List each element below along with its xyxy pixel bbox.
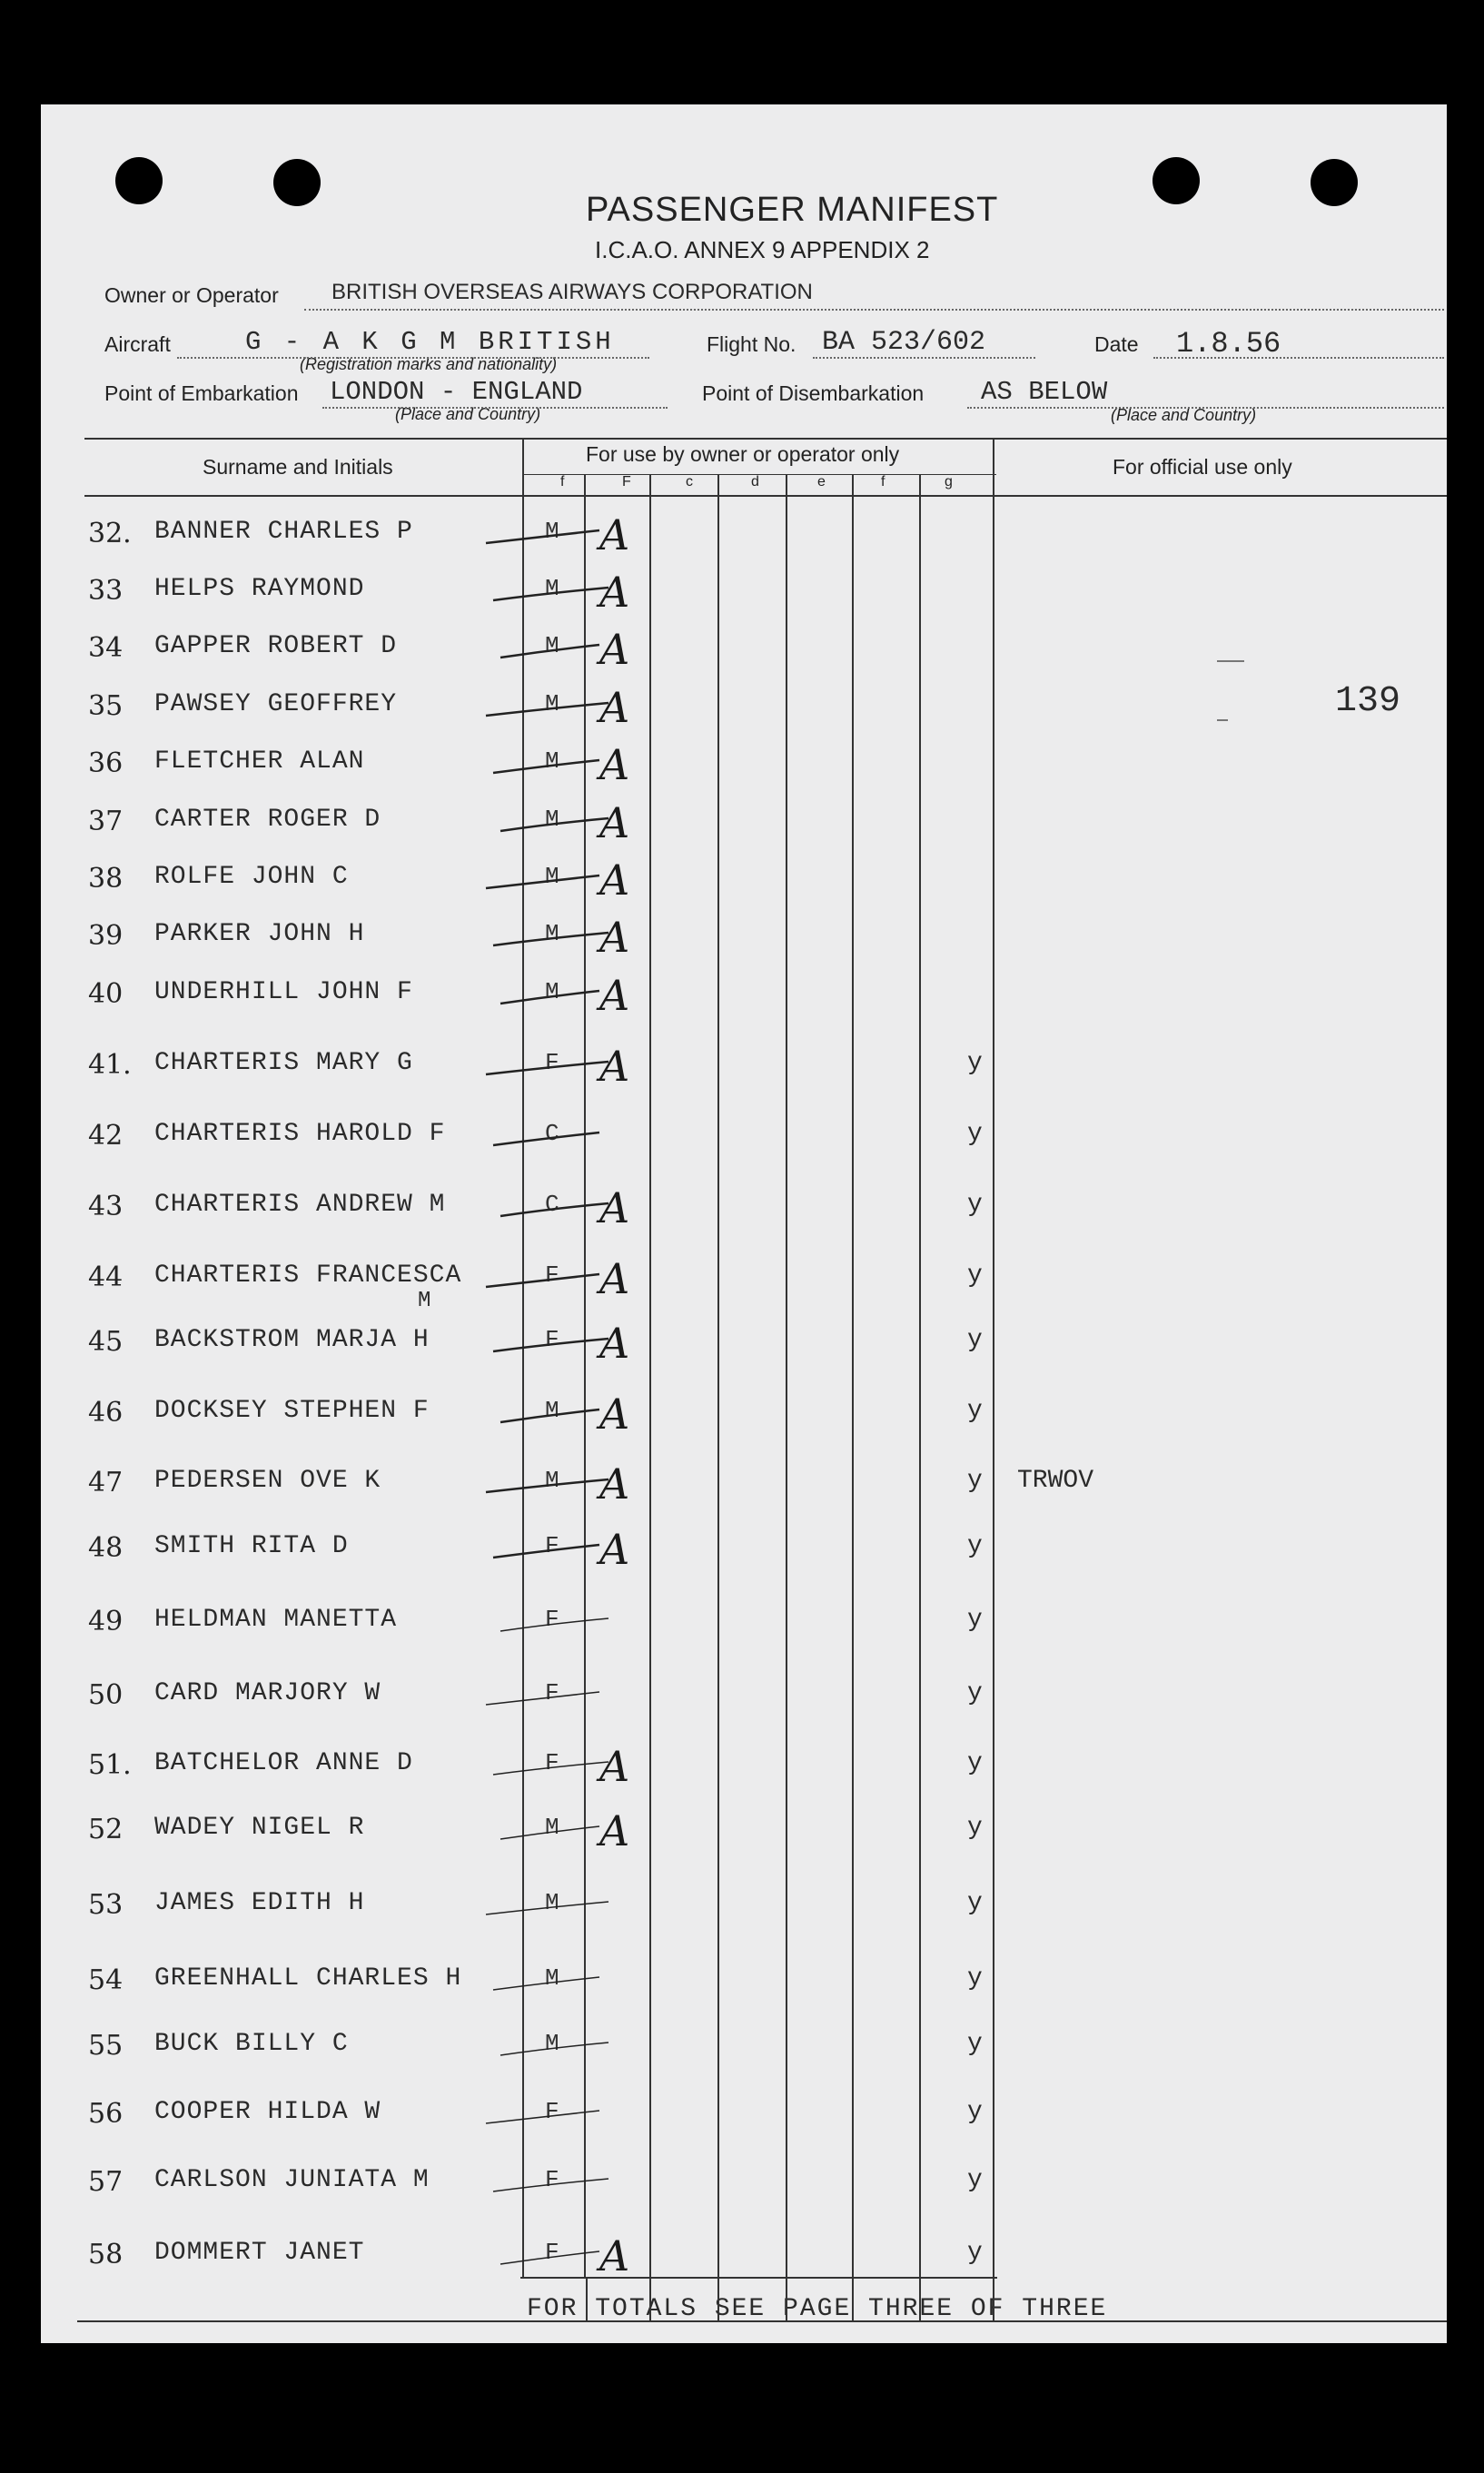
passenger-name: CHARTERIS HAROLD F — [154, 1120, 446, 1148]
flight-value: BA 523/602 — [822, 327, 986, 358]
passenger-number: 46 — [88, 1397, 124, 1429]
passenger-name: PARKER JOHN H — [154, 920, 365, 948]
handwritten-mark: A — [599, 1254, 630, 1303]
passenger-number: 50 — [88, 1679, 124, 1711]
aircraft-value: G - A K G M BRITISH — [245, 327, 615, 357]
column-g-mark: y — [967, 1191, 983, 1219]
passenger-sex: M — [545, 2030, 559, 2057]
flight-label: Flight No. — [707, 332, 796, 356]
column-g-mark: y — [967, 1397, 983, 1425]
passenger-name: SMITH RITA D — [154, 1532, 349, 1560]
passenger-number: 53 — [88, 1889, 124, 1921]
passenger-name-continued: M — [418, 1289, 431, 1313]
pen-stroke — [493, 1977, 599, 1990]
column-g-mark: y — [967, 1326, 983, 1354]
embarkation-value: LONDON - ENGLAND — [330, 377, 583, 407]
passenger-name: GREENHALL CHARLES H — [154, 1964, 462, 1993]
column-g-mark: y — [967, 1964, 983, 1993]
passenger-sex: M — [545, 690, 559, 717]
passenger-sex: M — [545, 632, 559, 659]
passenger-sex: C — [545, 1120, 559, 1147]
passenger-name: BACKSTROM MARJA H — [154, 1326, 430, 1354]
passenger-number: 48 — [88, 1532, 124, 1564]
passenger-name: HELPS RAYMOND — [154, 575, 365, 603]
column-g-mark: y — [967, 1120, 983, 1148]
passenger-name: CHARTERIS FRANCESCA — [154, 1261, 462, 1290]
date-value: 1.8.56 — [1176, 327, 1281, 361]
page-number: 139 — [1335, 681, 1401, 722]
handwritten-mark: A — [599, 1183, 630, 1232]
column-g-mark: y — [967, 1889, 983, 1917]
column-g-mark: y — [967, 1467, 983, 1495]
col-header-official-use: For official use only — [1113, 455, 1292, 479]
pen-stroke — [493, 1133, 599, 1145]
passenger-sex: M — [545, 518, 559, 545]
handwritten-mark: A — [599, 971, 630, 1020]
handwritten-mark: A — [599, 1390, 630, 1439]
passenger-sex: M — [545, 575, 559, 602]
handwritten-mark: A — [599, 1459, 630, 1509]
pen-stroke — [500, 991, 599, 1004]
column-g-mark: y — [967, 1049, 983, 1077]
column-g-mark: y — [967, 2030, 983, 2058]
passenger-number: 42 — [88, 1120, 124, 1152]
pen-stroke — [500, 2043, 608, 2055]
passenger-sex: M — [545, 863, 559, 890]
passenger-sex: M — [545, 1467, 559, 1494]
pen-stroke — [500, 2251, 599, 2264]
passenger-number: 44 — [88, 1261, 124, 1293]
col-header-owner-use: For use by owner or operator only — [586, 442, 900, 466]
passenger-name: BUCK BILLY C — [154, 2030, 349, 2058]
pen-stroke — [486, 1479, 608, 1492]
handwritten-mark: A — [599, 913, 630, 962]
passenger-number: 45 — [88, 1326, 124, 1358]
handwritten-mark: A — [599, 740, 630, 789]
handwritten-mark: A — [599, 1806, 630, 1855]
pen-stroke — [493, 1339, 608, 1351]
passenger-name: CARTER ROGER D — [154, 806, 381, 834]
subcol-f: f — [560, 474, 565, 490]
passenger-name: DOMMERT JANET — [154, 2239, 365, 2267]
passenger-sex: F — [545, 1532, 559, 1559]
passenger-sex: M — [545, 978, 559, 1005]
pen-stroke — [500, 1618, 608, 1631]
handwritten-mark: A — [599, 798, 630, 847]
disembarkation-value: AS BELOW — [981, 377, 1108, 407]
column-g-mark: y — [967, 1749, 983, 1777]
handwritten-mark: A — [599, 856, 630, 905]
pen-stroke — [486, 1062, 608, 1074]
passenger-number: 40 — [88, 978, 124, 1010]
passenger-sex: M — [545, 1814, 559, 1841]
column-g-mark: y — [967, 1532, 983, 1560]
document-title: PASSENGER MANIFEST — [586, 191, 999, 229]
pen-stroke — [500, 1826, 599, 1839]
passenger-sex: M — [545, 1889, 559, 1916]
column-g-mark: y — [967, 1679, 983, 1707]
passenger-name: CARD MARJORY W — [154, 1679, 381, 1707]
passenger-number: 33 — [88, 575, 124, 607]
passenger-sex: F — [545, 1326, 559, 1353]
pen-stroke — [486, 1902, 608, 1914]
subcol-e: e — [817, 474, 826, 490]
pen-stroke — [493, 933, 608, 945]
owner-value: BRITISH OVERSEAS AIRWAYS CORPORATION — [331, 280, 813, 304]
passenger-number: 58 — [88, 2239, 124, 2270]
disembarkation-label: Point of Disembarkation — [702, 381, 925, 405]
passenger-name: BATCHELOR ANNE D — [154, 1749, 413, 1777]
passenger-number: 38 — [88, 863, 124, 895]
handwritten-mark: A — [599, 1319, 630, 1368]
passenger-name: DOCKSEY STEPHEN F — [154, 1397, 430, 1425]
owner-label: Owner or Operator — [104, 283, 279, 307]
column-g-mark: y — [967, 2239, 983, 2267]
pen-stroke — [486, 530, 599, 543]
passenger-name: UNDERHILL JOHN F — [154, 978, 413, 1006]
embarkation-label: Point of Embarkation — [104, 381, 299, 405]
passenger-sex: M — [545, 1964, 559, 1992]
subcol-g: g — [945, 474, 953, 490]
aircraft-note: (Registration marks and nationality) — [300, 355, 558, 373]
passenger-number: 51. — [88, 1749, 132, 1781]
column-g-mark: y — [967, 1814, 983, 1842]
pen-stroke — [486, 875, 599, 888]
passenger-sex: C — [545, 1191, 559, 1218]
passenger-sex: F — [545, 1679, 559, 1706]
column-g-mark: y — [967, 1261, 983, 1290]
pen-stroke — [493, 588, 608, 600]
embarkation-note: (Place and Country) — [395, 405, 541, 423]
pen-stroke — [500, 645, 599, 658]
column-g-mark: y — [967, 2098, 983, 2126]
passenger-sex: F — [545, 1749, 559, 1776]
handwritten-mark: A — [599, 1525, 630, 1574]
handwritten-mark: A — [599, 568, 630, 617]
pen-stroke — [500, 1410, 599, 1422]
document-subtitle: I.C.A.O. ANNEX 9 APPENDIX 2 — [595, 236, 930, 263]
passenger-name: PEDERSEN OVE K — [154, 1467, 381, 1495]
pen-stroke — [493, 1545, 599, 1558]
pen-stroke — [486, 2111, 599, 2123]
passenger-number: 37 — [88, 806, 124, 837]
passenger-number: 35 — [88, 690, 124, 722]
handwritten-mark: A — [599, 1742, 630, 1791]
passenger-number: 32. — [88, 518, 132, 549]
passenger-name: CARLSON JUNIATA M — [154, 2166, 430, 2194]
handwritten-strokes — [41, 104, 1447, 2343]
pen-stroke — [486, 1274, 599, 1287]
passenger-number: 49 — [88, 1606, 124, 1637]
totals-note: FOR TOTALS SEE PAGE THREE OF THREE — [527, 2295, 1108, 2323]
passenger-number: 39 — [88, 920, 124, 952]
passenger-number: 41. — [88, 1049, 132, 1081]
passenger-number: 54 — [88, 1964, 124, 1996]
passenger-number: 43 — [88, 1191, 124, 1222]
passenger-sex: F — [545, 1261, 559, 1289]
pen-stroke — [486, 703, 608, 716]
passenger-number: 36 — [88, 747, 124, 779]
passenger-sex: M — [545, 806, 559, 833]
manifest-sheet — [41, 104, 1447, 2343]
passenger-sex: F — [545, 1049, 559, 1076]
passenger-name: FLETCHER ALAN — [154, 747, 365, 776]
pen-stroke — [493, 1762, 608, 1775]
column-g-mark: y — [967, 1606, 983, 1634]
handwritten-mark: A — [599, 510, 630, 559]
date-label: Date — [1094, 332, 1139, 356]
subcol-c: c — [686, 474, 693, 490]
passenger-number: 34 — [88, 632, 124, 664]
official-note: TRWOV — [1017, 1467, 1094, 1495]
passenger-number: 47 — [88, 1467, 124, 1499]
passenger-number: 56 — [88, 2098, 124, 2130]
handwritten-mark: A — [599, 1042, 630, 1091]
passenger-name: WADEY NIGEL R — [154, 1814, 365, 1842]
passenger-name: JAMES EDITH H — [154, 1889, 365, 1917]
passenger-number: 55 — [88, 2030, 124, 2062]
pen-stroke — [486, 1692, 599, 1705]
passenger-name: ROLFE JOHN C — [154, 863, 349, 891]
subcol-f2: f — [881, 474, 885, 490]
pen-stroke — [500, 818, 608, 831]
subcol-d: d — [751, 474, 759, 490]
passenger-sex: M — [545, 1397, 559, 1424]
handwritten-mark: A — [599, 2231, 630, 2280]
passenger-number: 52 — [88, 1814, 124, 1845]
passenger-name: GAPPER ROBERT D — [154, 632, 398, 660]
disembarkation-note: (Place and Country) — [1111, 406, 1257, 424]
subcol-F: F — [622, 474, 631, 490]
pen-stroke — [493, 760, 599, 773]
pen-stroke — [500, 1203, 608, 1216]
handwritten-mark: A — [599, 683, 630, 732]
passenger-sex: F — [545, 2166, 559, 2193]
passenger-name: CHARTERIS MARY G — [154, 1049, 413, 1077]
column-g-mark: y — [967, 2166, 983, 2194]
passenger-name: BANNER CHARLES P — [154, 518, 413, 546]
passenger-sex: F — [545, 2098, 559, 2125]
pen-stroke — [493, 2179, 608, 2191]
passenger-number: 57 — [88, 2166, 124, 2198]
aircraft-label: Aircraft — [104, 332, 171, 356]
handwritten-mark: A — [599, 625, 630, 674]
passenger-name: HELDMAN MANETTA — [154, 1606, 398, 1634]
passenger-name: COOPER HILDA W — [154, 2098, 381, 2126]
passenger-name: CHARTERIS ANDREW M — [154, 1191, 446, 1219]
passenger-name: PAWSEY GEOFFREY — [154, 690, 398, 718]
passenger-sex: M — [545, 747, 559, 775]
passenger-sex: F — [545, 2239, 559, 2266]
passenger-sex: M — [545, 920, 559, 947]
col-header-name: Surname and Initials — [203, 455, 393, 479]
passenger-sex: F — [545, 1606, 559, 1633]
